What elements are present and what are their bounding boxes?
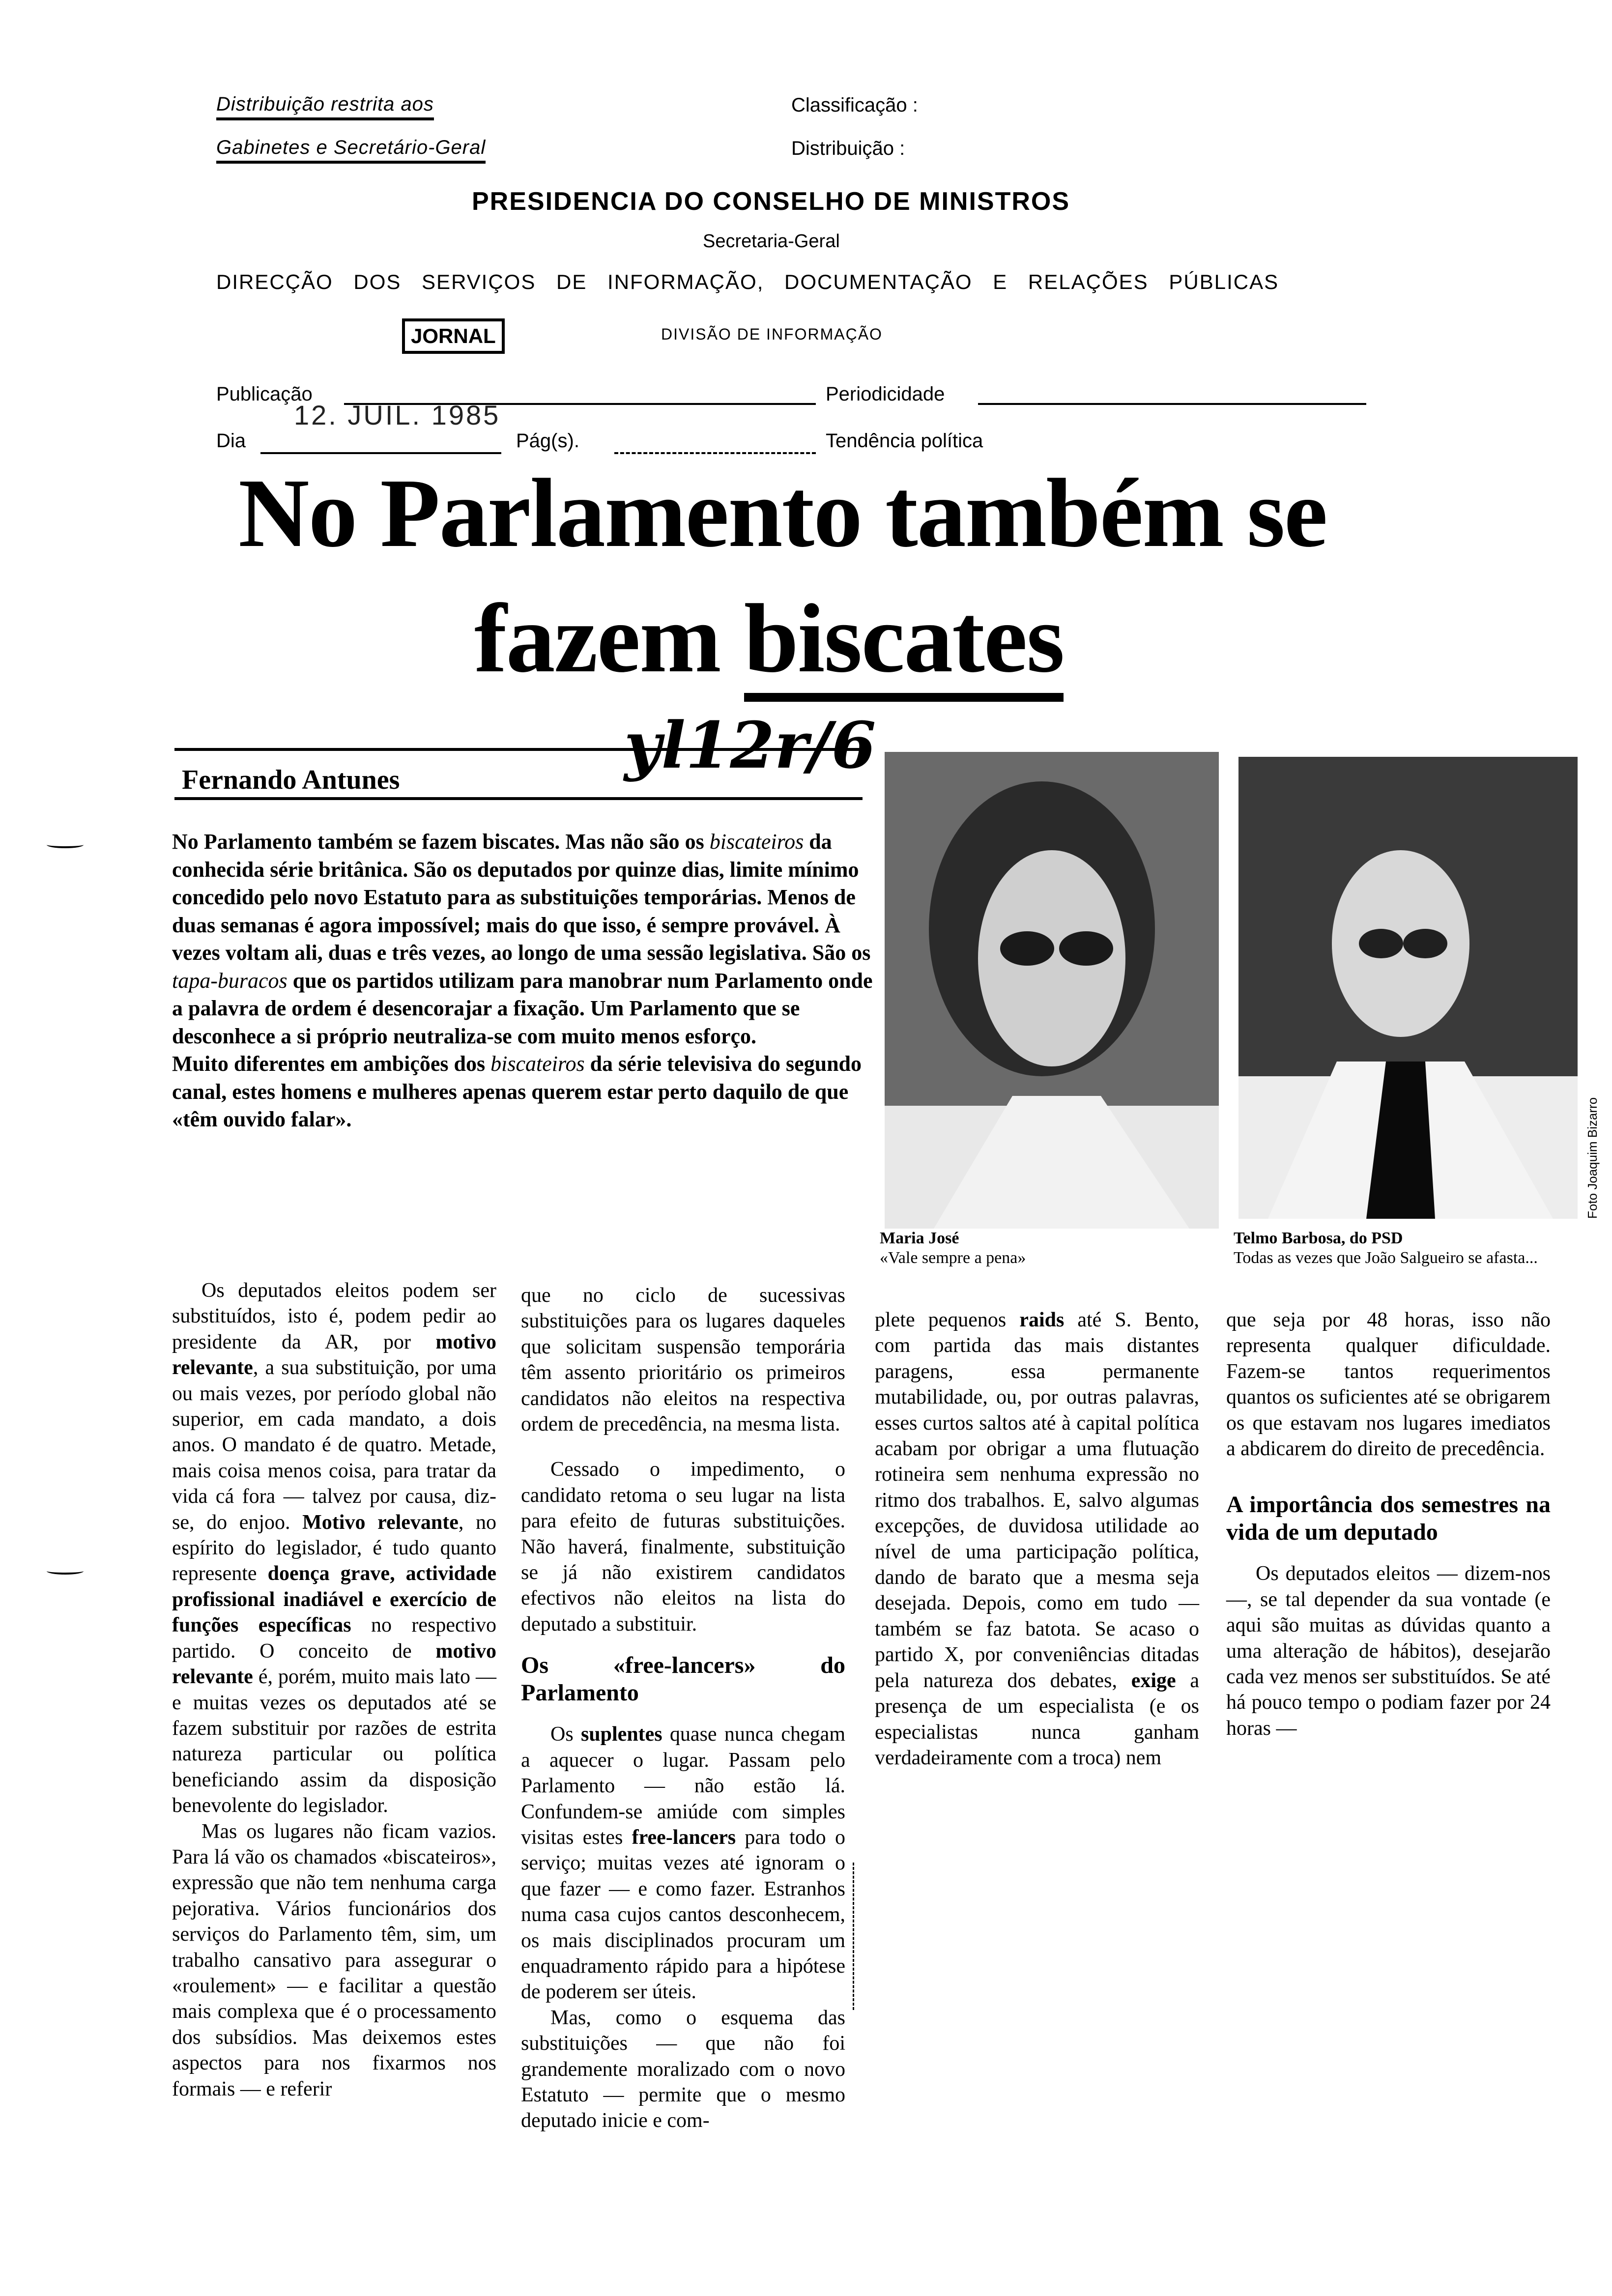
article-lead	[172, 828, 880, 1134]
byline-bottom-rule	[174, 797, 863, 800]
punch-hole-mark-2	[47, 1568, 84, 1575]
distribution-label: Distribuição :	[791, 138, 905, 159]
article-column-1	[172, 1278, 496, 2102]
day-field-label: Dia	[216, 430, 246, 452]
col4-subhead: A importância dos semestres na vida de um deputado	[1226, 1492, 1551, 1546]
caption-telmo-barbosa	[1234, 1229, 1578, 1268]
caption-text: Todas as vezes que João Salgueiro se afasta...	[1234, 1249, 1538, 1267]
periodicity-field-line	[978, 403, 1366, 405]
photo-maria-jose	[885, 752, 1219, 1229]
col2-paragraph-2: Cessado o impedimento, o candidato retoma o seu lugar na lista para efeito de futuras substituições. Não haverá, finalmente, substituição se já não existirem candidatos efectivos não eleitos na lista do deputado a substituir.	[521, 1458, 845, 1636]
distribution-restriction	[216, 93, 434, 120]
date-stamp: 12. JUIL. 1985	[294, 400, 501, 430]
col1-paragraph-2: Mas os lugares não ficam vazios. Para lá vão os chamados «biscateiros», expressão que não tem nenhuma carga pejorativa. Vários funcionários dos serviços do Parlamento têm, sim, um trabalho cansativo para assegurar o «roulement» — e facilitar a questão mais complexa que é o processamento dos subsídios. Mas deixemos estes aspectos para nos fixarmos nos formais — e referir	[172, 1820, 496, 2100]
secretariat-label: Secretaria-Geral	[703, 231, 840, 252]
portrait-icon	[1238, 757, 1578, 1219]
photo-telmo-barbosa	[1238, 757, 1578, 1219]
article-column-2	[521, 1283, 845, 2134]
classification-label: Classificação :	[791, 94, 918, 116]
col4-paragraph-1: que seja por 48 horas, isso não representa qualquer dificuldade. Fazem-se tantos requerimentos quantos os suficientes até se obrigarem os que estavam nos lugares imediatos a abdicarem do direito de precedência.	[1226, 1309, 1551, 1461]
lead-paragraph-2: Muito diferentes em ambições dos biscateiros da série televisiva do segundo canal, estes homens e mulheres apenas querem estar perto daquilo de que «têm ouvido falar».	[172, 1052, 862, 1131]
distribution-line-1: Distribuição restrita aos	[216, 93, 434, 120]
lead-paragraph-1: No Parlamento também se fazem biscates. Mas não são os biscateiros da conhecida série britânica. São os deputados por quinze dias, limite mínimo concedido pelo novo Estatuto para as substituições temporárias. Menos de duas semanas é agora impossível; mais do que isso, é sempre provável. À vezes voltam ali, duas e três vezes, ao longo de uma sessão legislativa. São os tapa-buracos que os partidos utilizam para manobrar num Parlamento onde a palavra de ordem é desencorajar a fixação. Um Parlamento que se desconhece a si próprio neutraliza-se com muito menos esforço.	[172, 830, 873, 1048]
col1-paragraph-1: Os deputados eleitos podem ser substituídos, isto é, podem pedir ao presidente da AR, por motivo relevante, a sua substituição, por uma ou mais vezes, por período global não superior, em cada mandato, a dois anos. O mandato é de quatro. Metade, mais coisa menos coisa, para tratar da vida cá fora — talvez por causa, diz-se, do enjoo. Motivo relevante, no espírito do legislador, é tudo quanto represente doença grave, actividade profissional inadiável e exercício de funções específicas no respectivo partido. O conceito de motivo relevante é, porém, muito mais lato — e muitas vezes os deputados até se fazem substituir por razões de estrita natureza particular ou política beneficiando assim da disposição benevolente do legislador.	[172, 1279, 497, 1817]
col2-subhead: Os «free-lancers» do Parlamento	[521, 1652, 845, 1706]
col2-paragraph-4: Mas, como o esquema das substituições — que não foi grandemente moralizado com o novo Estatuto — permite que o mesmo deputado inicie e com-	[521, 2006, 845, 2132]
caption-maria-jose	[880, 1229, 1204, 1268]
article-headline-line-1: No Parlamento também se	[238, 459, 1327, 568]
distribution-line-2: Gabinetes e Secretário-Geral	[216, 137, 486, 164]
pages-field-label: Pág(s).	[516, 430, 579, 452]
portrait-icon	[885, 752, 1219, 1229]
article-column-4	[1226, 1307, 1551, 1741]
caption-name: Telmo Barbosa, do PSD	[1234, 1229, 1403, 1247]
col2-paragraph-3: Os suplentes quase nunca chegam a aquecer o lugar. Passam pelo Parlamento — não estão lá. Confundem-se amiúde com simples visitas estes free-lancers para todo o serviço; muitas vezes até ignoram o que fazer — e como fazer. Estranhos numa casa cujos cantos desconhecem, os mais disciplinados procuram um enquadramento rápido para a hipótese de poderem ser úteis.	[521, 1723, 845, 2004]
headline-word-biscates-underlined: biscates	[744, 584, 1064, 702]
periodicity-field-label: Periodicidade	[826, 383, 945, 405]
photo-credit: Foto Joaquim Bizarro	[1585, 1097, 1600, 1219]
headline-word-fazem: fazem	[474, 584, 744, 693]
caption-name: Maria José	[880, 1229, 959, 1247]
col4-paragraph-2: Os deputados eleitos — dizem-nos —, se tal depender da sua vontade (e aqui são muitas as dúvidas quanto a uma alteração de hábitos), desejarão cada vez menos ser substituídos. Se até há pouco tempo o podiam fazer por 24 horas —	[1226, 1562, 1551, 1740]
punch-hole-mark-1	[47, 841, 84, 848]
distribution-recipients	[216, 137, 486, 164]
directorate-label: DIRECÇÃO DOS SERVIÇOS DE INFORMAÇÃO, DOCUMENTAÇÃO E RELAÇÕES PÚBLICAS	[216, 270, 1279, 293]
jornal-stamp-box: JORNAL	[402, 318, 505, 354]
division-label: DIVISÃO DE INFORMAÇÃO	[661, 325, 883, 343]
handwritten-annotation: yl12r/6	[624, 708, 876, 783]
article-headline-line-2	[474, 584, 1064, 693]
organization-title: PRESIDENCIA DO CONSELHO DE MINISTROS	[472, 187, 1070, 216]
col3-paragraph-1: plete pequenos raids até S. Bento, com partida das mais distantes paragens, essa permanente mutabilidade, ou, por outras palavras, esses curtos saltos até à capital política acabam por obrigar a uma flutuação rotineira sem nenhuma expressão no ritmo dos trabalhos. E, salvo algumas excepções, de duvidosa utilidade ao nível de uma participação política, dando de barato que a mesma seja desejada. Depois, como em tudo — também se faz batota. Se acaso o partido X, por conveniências ditadas pela natureza dos debates, exige a presença de um especialista (e os especialistas nunca ganham verdadeiramente com a troca) nem	[875, 1309, 1200, 1769]
col2-paragraph-1: que no ciclo de sucessivas substituições para os lugares daqueles que solicitam suspensão temporária têm assento prioritário os primeiros candidatos não eleitos na respectiva ordem de precedência, na mesma lista.	[521, 1284, 845, 1436]
article-column-3	[875, 1307, 1199, 1771]
publication-field-label: Publicação	[216, 383, 313, 405]
day-field-line	[260, 452, 501, 454]
author-byline: Fernando Antunes	[182, 765, 400, 795]
political-tendency-label: Tendência política	[826, 430, 983, 452]
pages-field-line	[614, 452, 816, 454]
column-divider	[853, 1863, 854, 2010]
caption-text: «Vale sempre a pena»	[880, 1249, 1026, 1267]
